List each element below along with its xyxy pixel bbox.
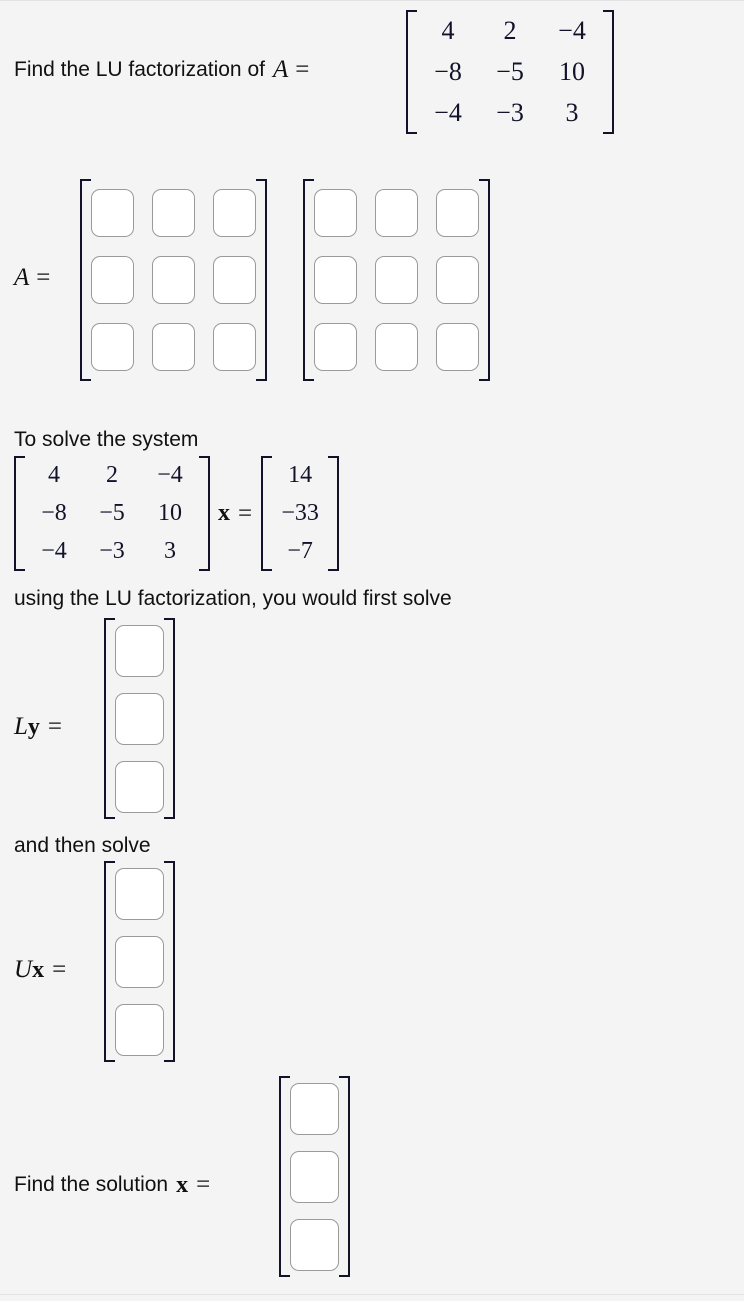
l-input-2-2[interactable] — [213, 323, 256, 371]
l-input-0-2[interactable] — [213, 189, 256, 237]
system-rhs-cell-2: −7 — [287, 538, 313, 564]
problem-prompt-row — [14, 56, 309, 84]
ly-label-row — [14, 713, 62, 741]
u-input-2-1[interactable] — [375, 323, 418, 371]
factorization-equals-sign: = — [36, 264, 51, 291]
matrix-a-cell-2-1: −3 — [496, 98, 524, 127]
l-input-2-1[interactable] — [152, 323, 195, 371]
u-input-1-2[interactable] — [436, 256, 479, 304]
ux-input-0[interactable] — [115, 868, 164, 920]
matrix-a-cell-2-0: −4 — [434, 98, 462, 127]
final-input-2[interactable] — [290, 1219, 339, 1271]
u-input-0-2[interactable] — [436, 189, 479, 237]
problem-equals-sign: = — [295, 56, 310, 83]
l-input-1-2[interactable] — [213, 256, 256, 304]
matrix-a-cell-1-0: −8 — [434, 57, 462, 86]
l-input-0-0[interactable] — [91, 189, 134, 237]
ux-label-x: x — [32, 956, 45, 983]
u-matrix-input-group — [303, 179, 490, 381]
system-cell-0-1: 2 — [106, 462, 118, 488]
matrix-a-symbol: A — [272, 56, 289, 83]
u-input-2-2[interactable] — [436, 323, 479, 371]
system-rhs-cell-1: −33 — [281, 500, 319, 526]
system-equals-sign: = — [238, 499, 253, 527]
final-prompt-row — [14, 1171, 210, 1199]
final-input-0[interactable] — [290, 1083, 339, 1135]
u-input-0-0[interactable] — [314, 189, 357, 237]
system-cell-2-2: 3 — [164, 538, 176, 564]
matrix-a-cell-2-2: 3 — [565, 98, 579, 127]
system-coefficient-matrix — [14, 456, 210, 571]
l-input-0-1[interactable] — [152, 189, 195, 237]
system-cell-2-0: −4 — [41, 538, 67, 564]
matrix-a-cell-1-1: −5 — [496, 57, 524, 86]
problem-prompt-text: Find the LU factorization of — [14, 57, 265, 81]
final-input-1[interactable] — [290, 1151, 339, 1203]
ly-equals-sign: = — [47, 713, 63, 740]
final-vector-input-group — [279, 1076, 350, 1277]
system-cell-2-1: −3 — [99, 538, 125, 564]
ux-vector-input-group — [104, 861, 175, 1062]
system-cell-0-0: 4 — [48, 462, 60, 488]
factorization-a-symbol: A — [14, 264, 30, 291]
system-equation-row — [14, 456, 339, 571]
u-input-0-1[interactable] — [375, 189, 418, 237]
system-rhs-cell-0: 14 — [288, 462, 313, 488]
system-unknown-x: x — [218, 500, 230, 526]
u-input-1-0[interactable] — [314, 256, 357, 304]
system-rhs-vector — [261, 456, 339, 571]
matrix-a-cell-0-2: −4 — [558, 16, 586, 45]
final-equals-sign: = — [196, 1171, 211, 1198]
ux-equals-sign: = — [52, 956, 67, 983]
matrix-a-cell-0-0: 4 — [441, 16, 455, 45]
ux-input-1[interactable] — [115, 936, 164, 988]
bottom-divider — [0, 1294, 744, 1295]
system-cell-0-2: −4 — [157, 462, 183, 488]
ly-label-y: y — [27, 713, 40, 740]
ux-label-u: U — [14, 956, 33, 983]
system-cell-1-0: −8 — [41, 500, 67, 526]
ly-label-l: L — [14, 713, 28, 740]
ux-input-2[interactable] — [115, 1004, 164, 1056]
factorization-label-row — [14, 264, 50, 292]
l-input-1-1[interactable] — [152, 256, 195, 304]
ly-input-1[interactable] — [115, 693, 164, 745]
ly-vector-input-group — [104, 618, 175, 819]
between-steps-text: and then solve — [14, 834, 151, 857]
l-input-2-0[interactable] — [91, 323, 134, 371]
final-prompt-text: Find the solution — [14, 1172, 169, 1196]
matrix-a-cell-1-2: 10 — [559, 57, 585, 86]
matrix-a-cell-0-1: 2 — [503, 16, 517, 45]
system-cell-1-1: −5 — [99, 500, 125, 526]
u-input-2-0[interactable] — [314, 323, 357, 371]
l-matrix-input-group — [80, 179, 267, 381]
system-outro-text: using the LU factorization, you would first solve — [14, 587, 452, 610]
u-input-1-1[interactable] — [375, 256, 418, 304]
ly-input-0[interactable] — [115, 625, 164, 677]
l-input-1-0[interactable] — [91, 256, 134, 304]
ux-label-row — [14, 956, 66, 984]
final-symbol-x: x — [176, 1171, 189, 1198]
matrix-a-display — [406, 10, 614, 134]
system-intro-text: To solve the system — [14, 428, 199, 451]
ly-input-2[interactable] — [115, 761, 164, 813]
system-cell-1-2: 10 — [158, 500, 182, 526]
